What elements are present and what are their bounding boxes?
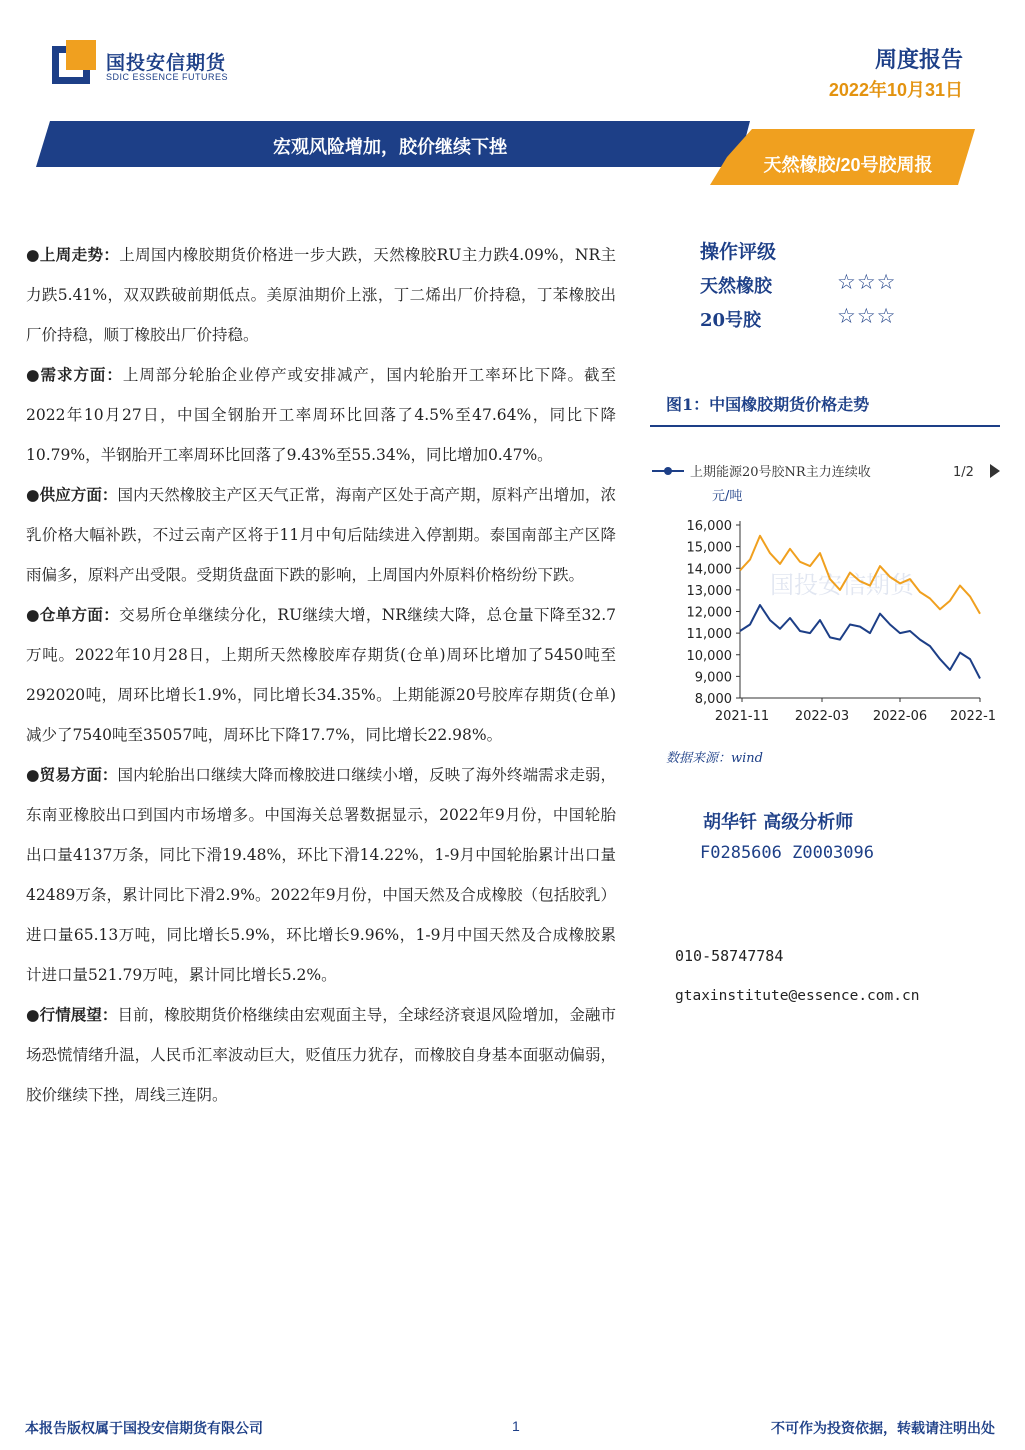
analyst-name-title: 胡华钎 高级分析师 [703, 812, 854, 833]
rating-title: 操作评级 [700, 241, 777, 263]
section-warehouse-receipts: ●仓单方面：交易所仓单继续分化，RU继续大增，NR继续大降，总仓量下降至32.7万吨。2022年10月28日，上期所天然橡胶库存期货(仓单)周环比增加了5450吨至292020吨，周环比增长1.9%，同比增长34.35%。上期能源20号胶库存期货(仓单)减少了7540吨至35057吨，周环比下降17.7%，同比增长22.98%。 [26, 605, 616, 744]
y-tick-label: 12,000 [686, 605, 732, 621]
legend-dot-marker [664, 467, 672, 475]
y-tick-label: 15,000 [686, 540, 732, 556]
figure-rule [650, 425, 1000, 427]
figure-source: 数据来源：wind [666, 751, 763, 766]
section-heading: 仓单方面： [39, 605, 120, 624]
section-outlook: ●行情展望：目前，橡胶期货价格继续由宏观面主导，全球经济衰退风险增加，金融市场恐慌情绪升温，人民币汇率波动巨大，贬值压力犹存，而橡胶自身基本面驱动偏弱，胶价继续下挫，周线三连阴。 [26, 1005, 616, 1104]
chart-plot-area [687, 519, 997, 724]
y-tick-label: 14,000 [686, 562, 732, 578]
section-heading: 需求方面： [40, 365, 123, 384]
rating-row-natural-rubber [700, 272, 940, 302]
section-heading: 行情展望： [39, 1005, 118, 1024]
report-type: 周度报告 [874, 47, 963, 72]
x-tick-label: 2021-11 [714, 709, 770, 724]
section-weekly-trend: ●上周走势：上周国内橡胶期货价格进一步大跌，天然橡胶RU主力跌4.09%，NR主力跌5.41%，双双跌破前期低点。美原油期价上涨，丁二烯出厂价持稳，丁苯橡胶出厂价持稳，顺丁橡胶出厂价持稳。 [26, 245, 616, 344]
report-series-name: 天然橡胶/20号胶周报 [763, 155, 933, 175]
rating-label: 20号胶 [700, 310, 762, 331]
star-rating-icon: ☆☆☆ [837, 305, 897, 328]
y-tick-label: 16,000 [686, 519, 732, 534]
chart-legend[interactable] [652, 464, 1000, 480]
contact-phone: 010-58747784 [675, 947, 784, 965]
x-tick-label: 2022-03 [794, 709, 850, 724]
y-tick-label: 13,000 [686, 583, 732, 599]
star-rating-icon: ☆☆☆ [837, 271, 897, 294]
y-tick-label: 10,000 [686, 648, 732, 664]
figure-caption: 图1：中国橡胶期货价格走势 [666, 395, 870, 414]
company-logo [52, 40, 96, 84]
section-trade: ●贸易方面：国内轮胎出口继续大降而橡胶进口继续小增，反映了海外终端需求走弱，东南亚橡胶出口到国内市场增多。中国海关总署数据显示，2022年9月份，中国轮胎出口量4137万条，同比下滑19.48%，环比下滑14.22%，1-9月中国轮胎累计出口量42489万条，累计同比下滑2.9%。2022年9月份，中国天然及合成橡胶（包括胶乳）进口量65.13万吨，同比增长5.9%，环比增长9.96%，1-9月中国天然及合成橡胶累计进口量521.79万吨，累计同比增长5.2%。 [26, 765, 616, 984]
analyst-license: F0285606 Z0003096 [700, 843, 874, 863]
x-tick-label: 2022-1 [950, 709, 997, 724]
legend-label: 上期能源20号胶NR主力连续收 [690, 465, 871, 480]
section-text: 上周国内橡胶期货价格进一步大跌，天然橡胶RU主力跌4.09%，NR主力跌5.41%，双双跌破前期低点。美原油期价上涨，丁二烯出厂价持稳，丁苯橡胶出厂价持稳，顺丁橡胶出厂价持稳。 [26, 246, 616, 344]
page-number: 1 [512, 1418, 520, 1434]
legend-next-arrow-icon[interactable] [990, 464, 1000, 478]
section-heading: 上周走势： [39, 245, 120, 264]
report-date: 2022年10月31日 [828, 80, 963, 100]
footer-copyright: 本报告版权属于国投安信期货有限公司 [25, 1420, 263, 1436]
y-tick-label: 8,000 [694, 692, 732, 707]
section-heading: 供应方面： [39, 485, 118, 504]
commentary-body [26, 235, 616, 1115]
y-tick-label: 9,000 [694, 670, 732, 686]
watermark-text: 国投安信期货 [770, 571, 914, 599]
section-text: 上周部分轮胎企业停产或安排减产，国内轮胎开工率环比下降。截至2022年10月27日，中国全钢胎开工率周环比回落了4.5%至47.64%，同比下降10.79%，半钢胎开工率周环比回落了9.43%至55.34%，同比增加0.47%。 [26, 366, 616, 464]
legend-page-indicator: 1/2 [953, 465, 974, 480]
report-headline: 宏观风险增加，胶价继续下挫 [273, 137, 507, 157]
section-demand: ●需求方面：上周部分轮胎企业停产或安排减产，国内轮胎开工率环比下降。截至2022年10月27日，中国全钢胎开工率周环比回落了4.5%至47.64%，同比下降10.79%，半钢胎开工率周环比回落了9.43%至55.34%，同比增加0.47%。 [26, 365, 616, 464]
section-text: 国内天然橡胶主产区天气正常，海南产区处于高产期，原料产出增加，浓乳价格大幅补跌，不过云南产区将于11月中旬后陆续进入停割期。泰国南部主产区降雨偏多，原料产出受限。受期货盘面下跌的影响，上周国内外原料价格纷纷下跌。 [26, 486, 616, 584]
rating-row-tsr20 [700, 306, 940, 336]
contact-email: gtaxinstitute@essence.com.cn [675, 988, 920, 1004]
y-axis-unit: 元/吨 [712, 489, 743, 504]
company-name-en: SDIC ESSENCE FUTURES [106, 72, 229, 82]
series-line-lower [740, 605, 980, 679]
section-text: 交易所仓单继续分化，RU继续大增，NR继续大降，总仓量下降至32.7万吨。2022年10月28日，上期所天然橡胶库存期货(仓单)周环比增加了5450吨至292020吨，周环比增长1.9%，同比增长34.35%。上期能源20号胶库存期货(仓单)减少了7540吨至35057吨，周环比下降17.7%，同比增长22.98%。 [26, 606, 616, 744]
company-name-cn: 国投安信期货 [106, 53, 227, 74]
section-text: 国内轮胎出口继续大降而橡胶进口继续小增，反映了海外终端需求走弱，东南亚橡胶出口到国内市场增多。中国海关总署数据显示，2022年9月份，中国轮胎出口量4137万条，同比下滑19.48%，环比下滑14.22%，1-9月中国轮胎累计出口量42489万条，累计同比下滑2.9%。2022年9月份，中国天然及合成橡胶（包括胶乳）进口量65.13万吨，同比增长5.9%，环比增长9.96%，1-9月中国天然及合成橡胶累计进口量521.79万吨，累计同比增长5.2%。 [26, 766, 616, 984]
x-tick-label: 2022-06 [872, 709, 928, 724]
rating-label: 天然橡胶 [700, 276, 772, 297]
section-heading: 贸易方面： [39, 765, 118, 784]
y-tick-label: 11,000 [686, 627, 732, 643]
price-line-chart [650, 450, 1002, 735]
footer-disclaimer: 不可作为投资依据，转载请注明出处 [771, 1420, 995, 1436]
section-supply: ●供应方面：国内天然橡胶主产区天气正常，海南产区处于高产期，原料产出增加，浓乳价格大幅补跌，不过云南产区将于11月中旬后陆续进入停割期。泰国南部主产区降雨偏多，原料产出受限。受期货盘面下跌的影响，上周国内外原料价格纷纷下跌。 [26, 485, 616, 584]
section-text: 目前，橡胶期货价格继续由宏观面主导，全球经济衰退风险增加，金融市场恐慌情绪升温，人民币汇率波动巨大，贬值压力犹存，而橡胶自身基本面驱动偏弱，胶价继续下挫，周线三连阴。 [26, 1006, 616, 1104]
